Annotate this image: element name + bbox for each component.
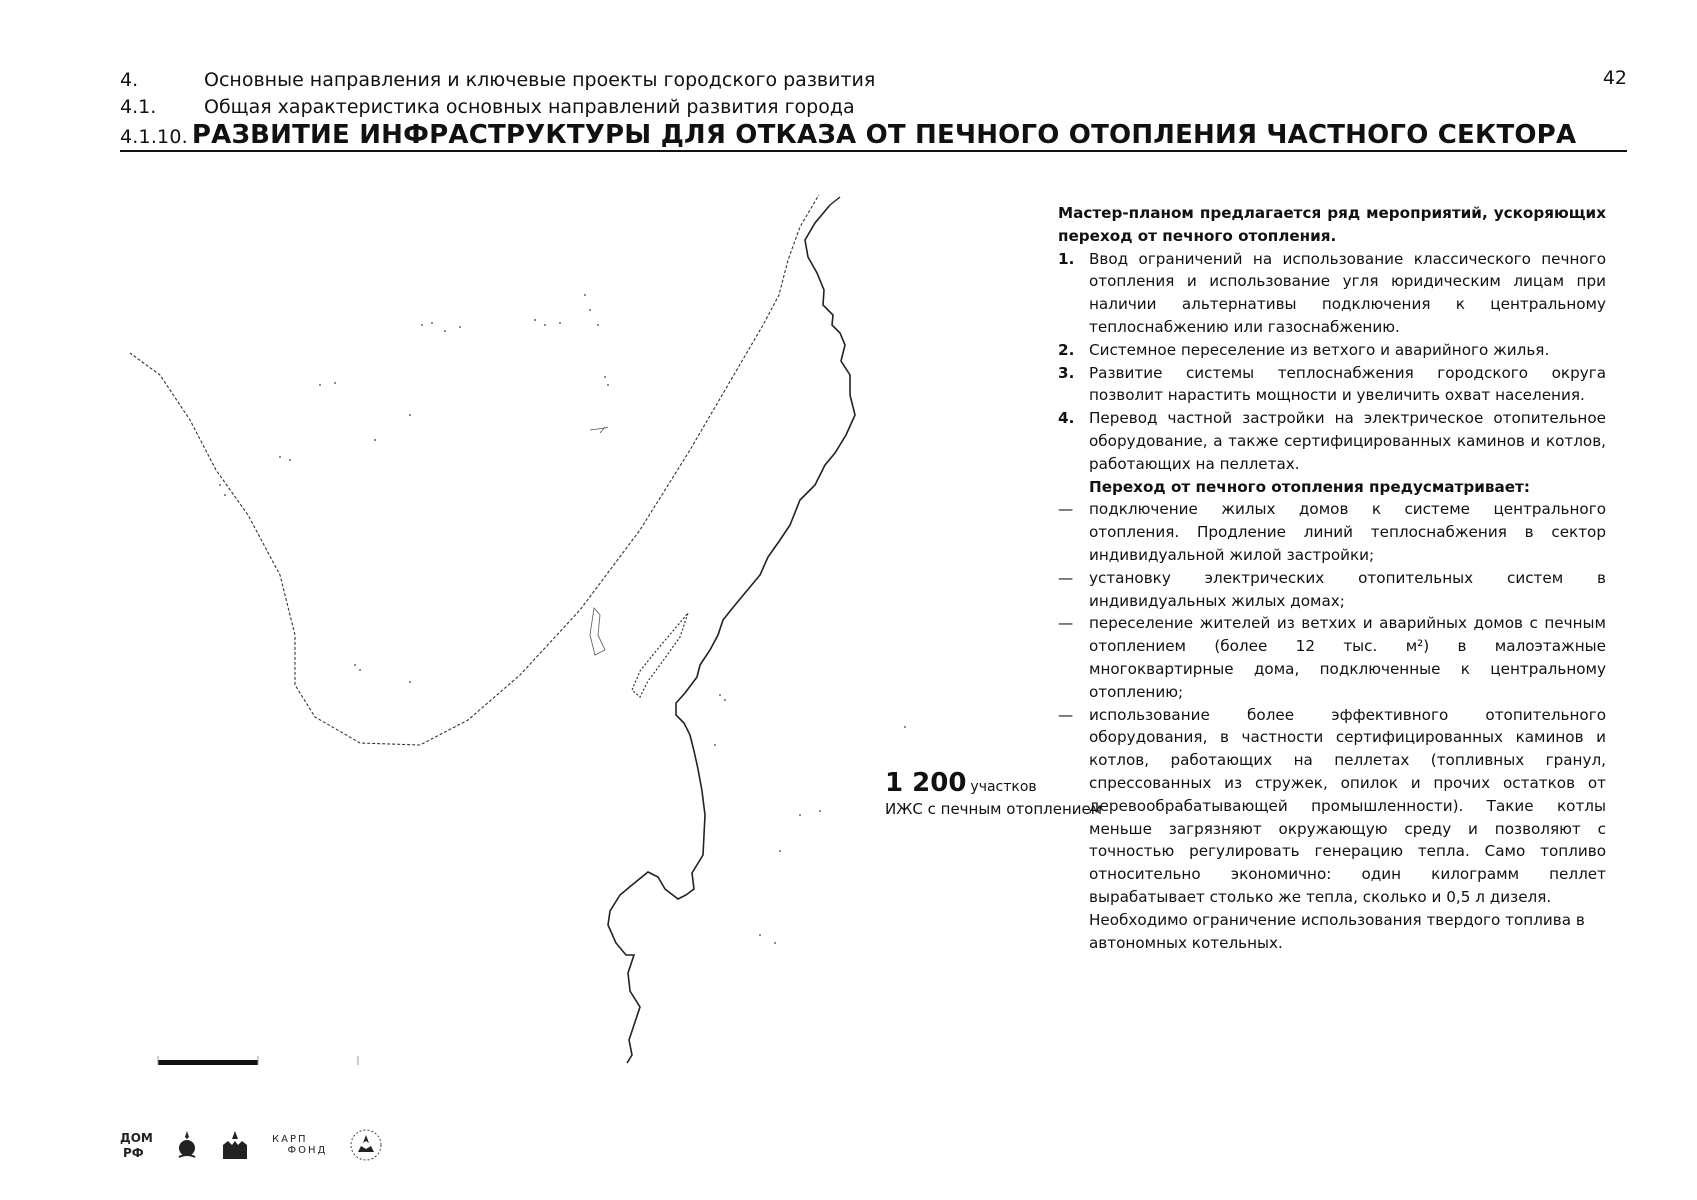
page-title-number: 4.1.10. (120, 126, 188, 148)
page-title (120, 120, 1576, 150)
measure-text: Системное переселение из ветхого и аварийного жилья. (1089, 340, 1550, 359)
provision-text: установку электрических отопительных систем в индивидуальных жилых домах; (1089, 568, 1606, 610)
page-number: 42 (1602, 67, 1627, 89)
provision-item (1058, 567, 1606, 613)
dom-rf-logo (120, 1130, 154, 1160)
section-title: Основные направления и ключевые проекты городского развития (204, 69, 876, 91)
provision-text: подключение жилых домов к системе центрального отопления. Продление линий теплоснабжения в сектор индивидуальной жилой застройки; (1089, 500, 1606, 564)
list-marker: 2. (1058, 340, 1075, 359)
provisions-subheading: Переход от печного отопления предусматривает: (1089, 477, 1530, 496)
callout-value: 1 200 (885, 768, 967, 798)
provision-item (1058, 612, 1606, 703)
partner-logos (120, 1127, 383, 1163)
callout-unit: участков (970, 779, 1037, 795)
measure-item (1058, 407, 1606, 475)
round-emblem-logo (349, 1128, 383, 1162)
callout-caption: ИЖС с печным отоплением (885, 800, 1103, 818)
map-scale-bar (158, 1060, 258, 1065)
dash-marker: — (1058, 705, 1074, 724)
list-marker: 4. (1058, 409, 1075, 428)
subsection-title: Общая характеристика основных направлений развития города (204, 96, 855, 118)
list-marker: 3. (1058, 363, 1075, 382)
dash-marker: — (1058, 568, 1074, 587)
measure-item (1058, 248, 1606, 339)
round-emblem-icon (349, 1128, 383, 1162)
emblem-icon (176, 1129, 198, 1161)
dash-marker: — (1058, 500, 1074, 519)
karpov-fond-wordmark: КАРП ФОНД (272, 1134, 328, 1156)
river-bank-line (608, 205, 855, 1063)
page-title-text: РАЗВИТИЕ ИНФРАСТРУКТУРЫ ДЛЯ ОТКАЗА ОТ ПЕЧНОГО ОТОПЛЕНИЯ ЧАСТНОГО СЕКТОРА (191, 120, 1577, 150)
provision-text: использование более эффективного отопительного оборудования, в частности сертифицированных каминов и котлов, работающих на пеллетах (топливных гранул, спрессованных из стружек, опилок и прочих остатков от деревообрабатывающей промышленности). Такие котлы меньше загрязняют окружающую среду и позволяют с точностью регулировать генерацию тепла. Само топливо относительно экономично: один килограмм пеллет вырабатывает столько же тепла, сколько и 0,5 л дизеля. (1089, 705, 1606, 906)
provision-item (1058, 498, 1606, 566)
section-heading-level1 (120, 69, 875, 91)
city-emblem-icon (220, 1129, 250, 1161)
measure-text: Развитие системы теплоснабжения городского округа позволит нарастить мощности и увеличить охват населения. (1089, 363, 1606, 405)
measure-text: Ввод ограничений на использование классического печного отопления и использование угля юридическим лицам при наличии альтернативы подключения к центральному теплоснабжению или газоснабжению. (1089, 249, 1606, 336)
dom-rf-logo-icon (120, 1130, 154, 1160)
measure-text: Перевод частной застройки на электрическое отопительное оборудование, а также сертифицированных каминов и котлов, работающих на пеллетах. (1089, 409, 1606, 473)
svg-text:ДОМ: ДОМ (120, 1131, 153, 1145)
subsection-number: 4.1. (120, 96, 157, 118)
study-area-boundary (130, 195, 820, 745)
karpov-fond-logo (272, 1134, 327, 1156)
measures-text (1058, 202, 1606, 954)
list-marker: 1. (1058, 249, 1075, 268)
map (120, 195, 1103, 1075)
section-number: 4. (120, 69, 139, 91)
closing-paragraph: Необходимо ограничение использования твердого топлива в автономных котельных. (1089, 910, 1585, 952)
city-logo (220, 1129, 250, 1161)
island-outline (632, 613, 688, 697)
section-heading-level2 (120, 96, 855, 118)
svg-text:РФ: РФ (123, 1146, 144, 1160)
provision-text: переселение жителей из ветхих и аварийных домов с печным отоплением (более 12 тыс. м²) в малоэтажные многоквартирные дома, подключенные к центральному отоплению; (1089, 614, 1606, 701)
provision-item (1058, 704, 1606, 909)
measure-item (1058, 339, 1606, 362)
settlement-pattern (590, 427, 608, 655)
river-bank-line-north (830, 197, 840, 205)
intro-paragraph: Мастер-планом предлагается ряд мероприятий, ускоряющих переход от печного отопления. (1058, 204, 1606, 245)
building-dots (219, 294, 906, 944)
map-drawing (120, 195, 1020, 1075)
measure-item (1058, 362, 1606, 408)
dash-marker: — (1058, 614, 1074, 633)
header-divider (120, 150, 1627, 152)
emblem-logo (176, 1129, 198, 1161)
